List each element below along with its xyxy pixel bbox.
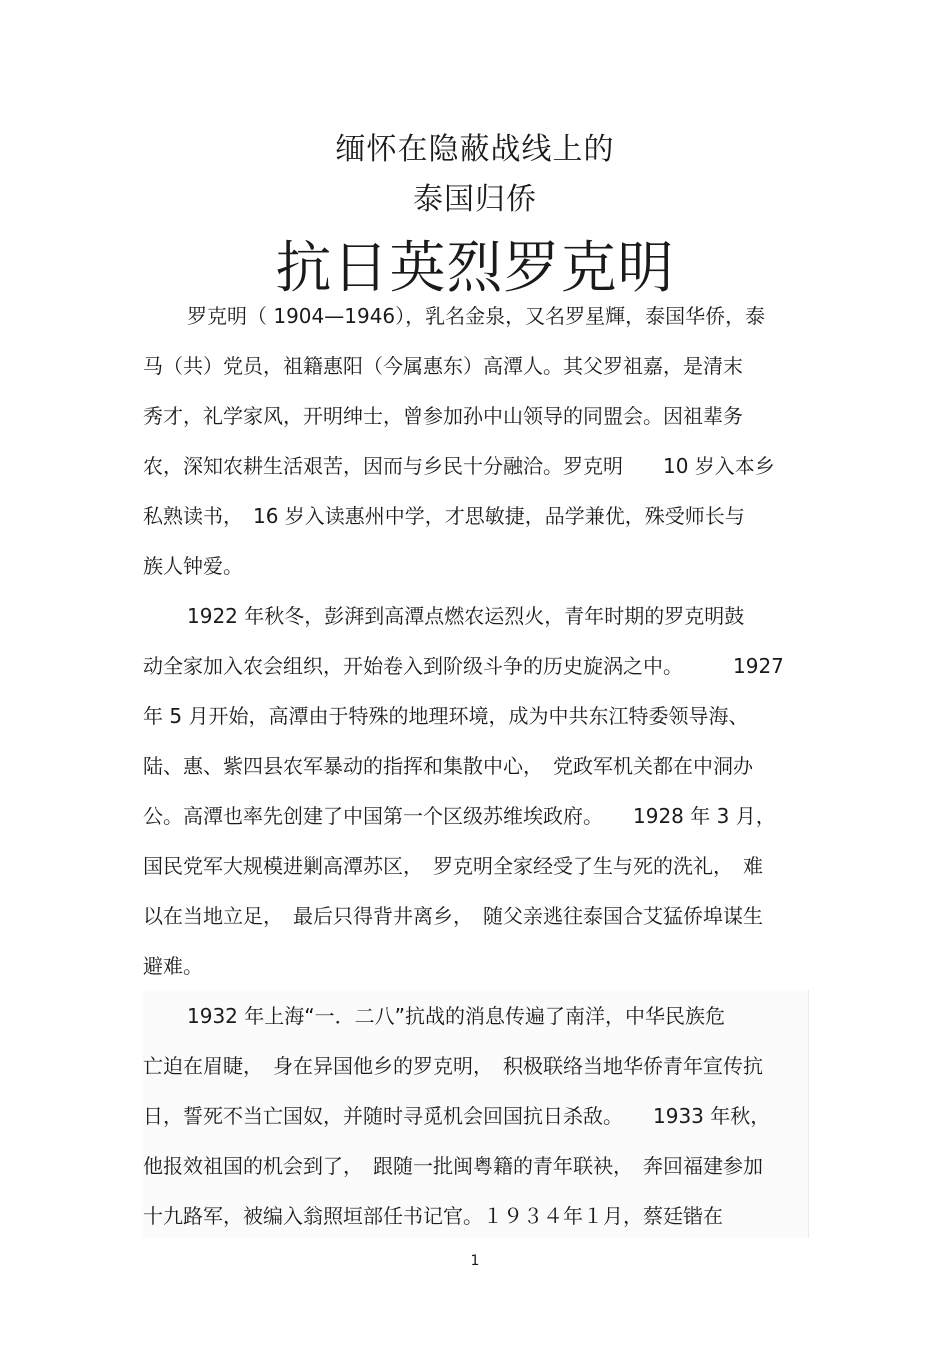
paragraph-line: 农，深知农耕生活艰苦，因而与乡民十分融洽。罗克明 10 岁入本乡 bbox=[143, 454, 775, 478]
paragraph-line: 亡迫在眉睫， 身在异国他乡的罗克明， 积极联络当地华侨青年宣传抗 bbox=[143, 1054, 763, 1078]
paragraph-line: 国民党军大规模进剿高潭苏区， 罗克明全家经受了生与死的洗礼， 难 bbox=[143, 854, 763, 878]
paragraph-line: 他报效祖国的机会到了， 跟随一批闽粤籍的青年联袂， 奔回福建参加 bbox=[143, 1154, 763, 1178]
paragraph-line: 秀才，礼学家风，开明绅士，曾参加孙中山领导的同盟会。因祖辈务 bbox=[143, 404, 743, 428]
title-line-1: 缅怀在隐蔽战线上的 bbox=[335, 132, 615, 167]
paragraph-line: 陆、惠、紫四县农军暴动的指挥和集散中心， 党政军机关都在中洞办 bbox=[143, 754, 753, 778]
paragraph-line: 1922 年秋冬，彭湃到高潭点燃农运烈火，青年时期的罗克明鼓 bbox=[187, 604, 745, 628]
paragraph-line: 马（共）党员，祖籍惠阳（今属惠东）高潭人。其父罗祖嘉，是清末 bbox=[143, 354, 743, 378]
paragraph-line: 年 5 月开始，高潭由于特殊的地理环境，成为中共东江特委领导海、 bbox=[143, 704, 749, 728]
main-title: 抗日英烈罗克明 bbox=[275, 236, 675, 301]
paragraph-line: 避难。 bbox=[143, 954, 203, 978]
paragraph-line: 族人钟爱。 bbox=[143, 554, 243, 578]
paragraph-line: 私熟读书， 16 岁入读惠州中学，才思敏捷，品学兼优，殊受师长与 bbox=[143, 504, 745, 528]
title-line-2: 泰国归侨 bbox=[413, 182, 537, 217]
paragraph-line: 罗克明（ 1904—1946），乳名金泉，又名罗星輝，泰国华侨，泰 bbox=[187, 304, 766, 328]
paragraph-line: 公。高潭也率先创建了中国第一个区级苏维埃政府。 1928 年 3 月， bbox=[143, 804, 776, 828]
paragraph-line: 十九路军，被编入翁照垣部任书记官。１９３４年１月，蔡廷锴在 bbox=[143, 1204, 723, 1228]
paragraph-line: 1932 年上海“一．二八”抗战的消息传遍了南洋，中华民族危 bbox=[187, 1004, 725, 1028]
paragraph-line: 以在当地立足， 最后只得背井离乡， 随父亲逃往泰国合艾猛侨埠谋生 bbox=[143, 904, 763, 928]
paragraph-line: 动全家加入农会组织，开始卷入到阶级斗争的历史旋涡之中。 1927 bbox=[143, 654, 784, 678]
paragraph-line: 日，誓死不当亡国奴，并随时寻觅机会回国抗日杀敌。 1933 年秋， bbox=[143, 1104, 771, 1128]
page-number: 1 bbox=[470, 1253, 480, 1269]
